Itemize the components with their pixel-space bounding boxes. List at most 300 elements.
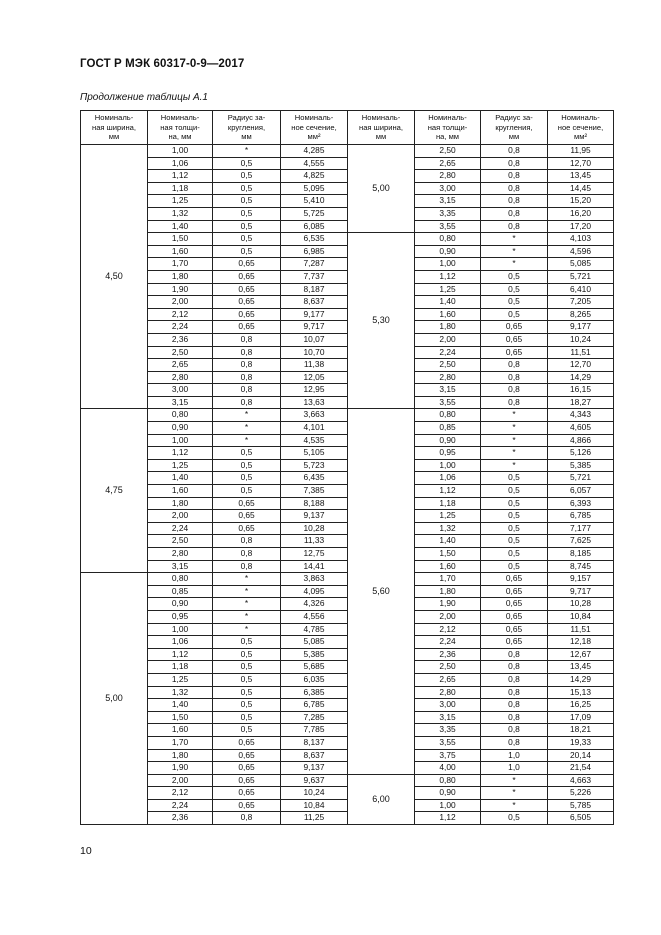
radius-cell: 0,65 bbox=[213, 308, 281, 321]
radius-cell: 0,5 bbox=[213, 485, 281, 498]
radius-cell: * bbox=[213, 409, 281, 422]
section-cell: 10,84 bbox=[281, 799, 348, 812]
table-row bbox=[81, 598, 614, 611]
section-cell: 13,63 bbox=[281, 396, 348, 409]
thickness-cell: 2,24 bbox=[148, 321, 213, 334]
section-cell: 4,326 bbox=[281, 598, 348, 611]
thickness-cell: 1,06 bbox=[415, 472, 481, 485]
table-row bbox=[81, 157, 614, 170]
radius-cell: 0,8 bbox=[481, 724, 548, 737]
table-row bbox=[81, 610, 614, 623]
section-cell: 16,25 bbox=[548, 699, 614, 712]
thickness-cell: 2,12 bbox=[415, 623, 481, 636]
section-cell: 7,177 bbox=[548, 522, 614, 535]
thickness-cell: 1,00 bbox=[148, 623, 213, 636]
radius-cell: 0,8 bbox=[213, 384, 281, 397]
thickness-cell: 4,00 bbox=[415, 762, 481, 775]
thickness-cell: 1,60 bbox=[415, 308, 481, 321]
thickness-cell: 1,80 bbox=[415, 321, 481, 334]
radius-cell: 0,65 bbox=[213, 774, 281, 787]
radius-cell: 0,5 bbox=[213, 182, 281, 195]
section-cell: 18,27 bbox=[548, 396, 614, 409]
thickness-cell: 2,50 bbox=[148, 346, 213, 359]
radius-cell: 1,0 bbox=[481, 749, 548, 762]
radius-cell: 0,8 bbox=[213, 333, 281, 346]
thickness-cell: 0,80 bbox=[415, 233, 481, 246]
thickness-cell: 1,32 bbox=[148, 686, 213, 699]
section-cell: 4,785 bbox=[281, 623, 348, 636]
radius-cell: 0,5 bbox=[213, 648, 281, 661]
table-row bbox=[81, 548, 614, 561]
radius-cell: 0,65 bbox=[481, 333, 548, 346]
section-cell: 9,137 bbox=[281, 762, 348, 775]
radius-cell: 0,65 bbox=[213, 749, 281, 762]
section-cell: 6,385 bbox=[281, 686, 348, 699]
section-cell: 5,725 bbox=[281, 207, 348, 220]
section-cell: 4,866 bbox=[548, 434, 614, 447]
radius-cell: 0,8 bbox=[481, 220, 548, 233]
table-row bbox=[81, 195, 614, 208]
section-cell: 15,13 bbox=[548, 686, 614, 699]
section-cell: 5,085 bbox=[281, 636, 348, 649]
section-cell: 4,556 bbox=[281, 610, 348, 623]
radius-cell: 0,8 bbox=[481, 182, 548, 195]
thickness-cell: 1,18 bbox=[148, 182, 213, 195]
thickness-cell: 1,18 bbox=[415, 497, 481, 510]
table-row bbox=[81, 661, 614, 674]
section-cell: 11,38 bbox=[281, 359, 348, 372]
thickness-cell: 3,15 bbox=[415, 195, 481, 208]
radius-cell: 0,65 bbox=[213, 296, 281, 309]
radius-cell: 0,8 bbox=[213, 812, 281, 825]
section-cell: 12,18 bbox=[548, 636, 614, 649]
nominal-width-cell: 5,60 bbox=[348, 409, 415, 774]
thickness-cell: 1,80 bbox=[148, 497, 213, 510]
table-row bbox=[81, 220, 614, 233]
section-cell: 11,33 bbox=[281, 535, 348, 548]
radius-cell: 0,8 bbox=[213, 371, 281, 384]
section-cell: 10,28 bbox=[548, 598, 614, 611]
section-cell: 5,721 bbox=[548, 472, 614, 485]
section-cell: 5,385 bbox=[548, 459, 614, 472]
radius-cell: 0,8 bbox=[213, 346, 281, 359]
table-row bbox=[81, 333, 614, 346]
section-cell: 6,785 bbox=[548, 510, 614, 523]
section-cell: 10,28 bbox=[281, 522, 348, 535]
thickness-cell: 3,00 bbox=[415, 182, 481, 195]
table-row bbox=[81, 522, 614, 535]
section-cell: 6,085 bbox=[281, 220, 348, 233]
thickness-cell: 3,35 bbox=[415, 724, 481, 737]
thickness-cell: 1,12 bbox=[148, 447, 213, 460]
table-row bbox=[81, 636, 614, 649]
section-cell: 9,717 bbox=[281, 321, 348, 334]
section-cell: 11,51 bbox=[548, 346, 614, 359]
thickness-cell: 2,36 bbox=[415, 648, 481, 661]
radius-cell: 0,5 bbox=[481, 535, 548, 548]
section-cell: 6,505 bbox=[548, 812, 614, 825]
radius-cell: 0,5 bbox=[213, 157, 281, 170]
thickness-cell: 0,90 bbox=[415, 245, 481, 258]
table-row bbox=[81, 699, 614, 712]
col-header-section: Номиналь- ное сечение, мм² bbox=[548, 111, 614, 145]
table-row bbox=[81, 623, 614, 636]
thickness-cell: 2,24 bbox=[148, 522, 213, 535]
col-header-section: Номиналь- ное сечение, мм² bbox=[281, 111, 348, 145]
thickness-cell: 1,25 bbox=[415, 510, 481, 523]
thickness-cell: 0,85 bbox=[415, 422, 481, 435]
section-cell: 11,25 bbox=[281, 812, 348, 825]
radius-cell: 0,65 bbox=[213, 497, 281, 510]
section-cell: 6,985 bbox=[281, 245, 348, 258]
radius-cell: 0,8 bbox=[481, 711, 548, 724]
table-row bbox=[81, 736, 614, 749]
section-cell: 10,70 bbox=[281, 346, 348, 359]
radius-cell: 0,5 bbox=[213, 724, 281, 737]
section-cell: 8,745 bbox=[548, 560, 614, 573]
section-cell: 7,205 bbox=[548, 296, 614, 309]
thickness-cell: 1,80 bbox=[148, 270, 213, 283]
thickness-cell: 1,12 bbox=[415, 812, 481, 825]
section-cell: 10,84 bbox=[548, 610, 614, 623]
radius-cell: 0,5 bbox=[213, 686, 281, 699]
radius-cell: * bbox=[481, 434, 548, 447]
section-cell: 12,75 bbox=[281, 548, 348, 561]
radius-cell: 0,8 bbox=[481, 396, 548, 409]
radius-cell: 0,5 bbox=[213, 207, 281, 220]
thickness-cell: 2,80 bbox=[415, 371, 481, 384]
section-cell: 5,785 bbox=[548, 799, 614, 812]
col-header-radius: Радиус за- кругления, мм bbox=[481, 111, 548, 145]
section-cell: 9,177 bbox=[548, 321, 614, 334]
thickness-cell: 1,06 bbox=[148, 157, 213, 170]
radius-cell: 0,5 bbox=[213, 673, 281, 686]
radius-cell: 0,5 bbox=[481, 485, 548, 498]
col-header-thickness: Номиналь- ная толщи- на, мм bbox=[415, 111, 481, 145]
section-cell: 13,45 bbox=[548, 170, 614, 183]
thickness-cell: 3,55 bbox=[415, 736, 481, 749]
table-row bbox=[81, 258, 614, 271]
section-cell: 12,05 bbox=[281, 371, 348, 384]
radius-cell: 0,8 bbox=[481, 207, 548, 220]
section-cell: 5,105 bbox=[281, 447, 348, 460]
radius-cell: 0,65 bbox=[481, 610, 548, 623]
section-cell: 4,101 bbox=[281, 422, 348, 435]
thickness-cell: 0,80 bbox=[148, 573, 213, 586]
radius-cell: 0,5 bbox=[481, 812, 548, 825]
section-cell: 5,410 bbox=[281, 195, 348, 208]
thickness-cell: 2,00 bbox=[148, 296, 213, 309]
section-cell: 13,45 bbox=[548, 661, 614, 674]
section-cell: 9,157 bbox=[548, 573, 614, 586]
table-row bbox=[81, 573, 614, 586]
radius-cell: 0,8 bbox=[481, 686, 548, 699]
section-cell: 15,20 bbox=[548, 195, 614, 208]
thickness-cell: 1,50 bbox=[415, 548, 481, 561]
thickness-cell: 0,95 bbox=[148, 610, 213, 623]
table-header-row bbox=[81, 111, 614, 145]
table-row bbox=[81, 346, 614, 359]
radius-cell: 0,8 bbox=[481, 648, 548, 661]
thickness-cell: 1,00 bbox=[415, 459, 481, 472]
thickness-cell: 1,25 bbox=[148, 459, 213, 472]
radius-cell: 0,65 bbox=[481, 321, 548, 334]
table-row bbox=[81, 321, 614, 334]
thickness-cell: 2,50 bbox=[415, 359, 481, 372]
radius-cell: 0,8 bbox=[481, 157, 548, 170]
table-row bbox=[81, 510, 614, 523]
thickness-cell: 1,60 bbox=[148, 485, 213, 498]
thickness-cell: 2,00 bbox=[415, 333, 481, 346]
thickness-cell: 1,80 bbox=[415, 585, 481, 598]
section-cell: 21,54 bbox=[548, 762, 614, 775]
radius-cell: 0,65 bbox=[481, 573, 548, 586]
radius-cell: 0,5 bbox=[213, 699, 281, 712]
thickness-cell: 1,00 bbox=[415, 799, 481, 812]
thickness-cell: 1,40 bbox=[148, 472, 213, 485]
table-row bbox=[81, 485, 614, 498]
section-cell: 6,410 bbox=[548, 283, 614, 296]
thickness-cell: 1,70 bbox=[148, 736, 213, 749]
section-cell: 4,095 bbox=[281, 585, 348, 598]
thickness-cell: 1,25 bbox=[148, 195, 213, 208]
section-cell: 14,29 bbox=[548, 371, 614, 384]
thickness-cell: 1,90 bbox=[415, 598, 481, 611]
thickness-cell: 1,12 bbox=[415, 270, 481, 283]
radius-cell: * bbox=[481, 258, 548, 271]
section-cell: 12,95 bbox=[281, 384, 348, 397]
table-row bbox=[81, 207, 614, 220]
table-row bbox=[81, 812, 614, 825]
radius-cell: 0,5 bbox=[481, 270, 548, 283]
radius-cell: 0,65 bbox=[481, 636, 548, 649]
section-cell: 8,137 bbox=[281, 736, 348, 749]
thickness-cell: 1,18 bbox=[148, 661, 213, 674]
thickness-cell: 0,85 bbox=[148, 585, 213, 598]
section-cell: 7,785 bbox=[281, 724, 348, 737]
section-cell: 5,385 bbox=[281, 648, 348, 661]
table-row bbox=[81, 673, 614, 686]
thickness-cell: 3,75 bbox=[415, 749, 481, 762]
thickness-cell: 2,50 bbox=[148, 535, 213, 548]
section-cell: 5,226 bbox=[548, 787, 614, 800]
table-row bbox=[81, 560, 614, 573]
table-body bbox=[81, 145, 614, 825]
table-row bbox=[81, 686, 614, 699]
thickness-cell: 2,24 bbox=[148, 799, 213, 812]
thickness-cell: 3,15 bbox=[148, 560, 213, 573]
thickness-cell: 0,80 bbox=[415, 409, 481, 422]
radius-cell: 0,65 bbox=[213, 762, 281, 775]
radius-cell: 0,5 bbox=[481, 560, 548, 573]
radius-cell: 0,8 bbox=[481, 661, 548, 674]
col-header-width: Номиналь- ная ширина, мм bbox=[348, 111, 415, 145]
section-cell: 6,785 bbox=[281, 699, 348, 712]
table-row bbox=[81, 799, 614, 812]
radius-cell: 0,65 bbox=[213, 510, 281, 523]
thickness-cell: 1,50 bbox=[148, 233, 213, 246]
thickness-cell: 2,12 bbox=[148, 308, 213, 321]
section-cell: 9,717 bbox=[548, 585, 614, 598]
thickness-cell: 3,00 bbox=[148, 384, 213, 397]
col-header-radius: Радиус за- кругления, мм bbox=[213, 111, 281, 145]
nominal-width-cell: 4,75 bbox=[81, 409, 148, 573]
thickness-cell: 3,15 bbox=[148, 396, 213, 409]
thickness-cell: 1,70 bbox=[415, 573, 481, 586]
thickness-cell: 1,60 bbox=[148, 245, 213, 258]
thickness-cell: 1,12 bbox=[415, 485, 481, 498]
section-cell: 4,555 bbox=[281, 157, 348, 170]
section-cell: 4,343 bbox=[548, 409, 614, 422]
section-cell: 7,737 bbox=[281, 270, 348, 283]
section-cell: 11,95 bbox=[548, 145, 614, 158]
thickness-cell: 1,90 bbox=[148, 283, 213, 296]
section-cell: 4,663 bbox=[548, 774, 614, 787]
section-cell: 12,67 bbox=[548, 648, 614, 661]
section-cell: 16,15 bbox=[548, 384, 614, 397]
radius-cell: * bbox=[481, 774, 548, 787]
thickness-cell: 3,55 bbox=[415, 396, 481, 409]
table-row bbox=[81, 535, 614, 548]
radius-cell: 0,8 bbox=[481, 371, 548, 384]
section-cell: 6,035 bbox=[281, 673, 348, 686]
thickness-cell: 1,32 bbox=[415, 522, 481, 535]
radius-cell: 0,5 bbox=[213, 636, 281, 649]
radius-cell: * bbox=[213, 422, 281, 435]
section-cell: 4,103 bbox=[548, 233, 614, 246]
table-row bbox=[81, 497, 614, 510]
section-cell: 6,435 bbox=[281, 472, 348, 485]
section-cell: 6,393 bbox=[548, 497, 614, 510]
section-cell: 7,287 bbox=[281, 258, 348, 271]
section-cell: 9,177 bbox=[281, 308, 348, 321]
thickness-cell: 1,90 bbox=[148, 762, 213, 775]
section-cell: 10,24 bbox=[281, 787, 348, 800]
table-row bbox=[81, 724, 614, 737]
thickness-cell: 3,35 bbox=[415, 207, 481, 220]
thickness-cell: 0,95 bbox=[415, 447, 481, 460]
radius-cell: * bbox=[481, 245, 548, 258]
table-row bbox=[81, 459, 614, 472]
section-cell: 8,188 bbox=[281, 497, 348, 510]
thickness-cell: 2,00 bbox=[148, 510, 213, 523]
table-row bbox=[81, 711, 614, 724]
radius-cell: 0,8 bbox=[213, 396, 281, 409]
radius-cell: 0,65 bbox=[213, 799, 281, 812]
thickness-cell: 0,90 bbox=[148, 422, 213, 435]
section-cell: 14,45 bbox=[548, 182, 614, 195]
thickness-cell: 2,24 bbox=[415, 346, 481, 359]
radius-cell: * bbox=[213, 145, 281, 158]
radius-cell: * bbox=[213, 610, 281, 623]
thickness-cell: 1,40 bbox=[415, 535, 481, 548]
thickness-cell: 2,50 bbox=[415, 661, 481, 674]
section-cell: 14,41 bbox=[281, 560, 348, 573]
section-cell: 7,385 bbox=[281, 485, 348, 498]
section-cell: 4,285 bbox=[281, 145, 348, 158]
section-cell: 5,721 bbox=[548, 270, 614, 283]
radius-cell: 0,65 bbox=[481, 598, 548, 611]
nominal-width-cell: 4,50 bbox=[81, 145, 148, 409]
radius-cell: 0,5 bbox=[481, 296, 548, 309]
thickness-cell: 2,80 bbox=[148, 371, 213, 384]
section-cell: 8,265 bbox=[548, 308, 614, 321]
thickness-cell: 1,12 bbox=[148, 170, 213, 183]
radius-cell: 0,65 bbox=[213, 522, 281, 535]
thickness-cell: 0,80 bbox=[415, 774, 481, 787]
thickness-cell: 1,40 bbox=[415, 296, 481, 309]
section-cell: 7,625 bbox=[548, 535, 614, 548]
thickness-cell: 1,40 bbox=[148, 220, 213, 233]
nominal-width-cell: 5,00 bbox=[81, 573, 148, 825]
radius-cell: 0,5 bbox=[213, 233, 281, 246]
table-row bbox=[81, 396, 614, 409]
radius-cell: * bbox=[213, 585, 281, 598]
thickness-cell: 1,32 bbox=[148, 207, 213, 220]
section-cell: 4,535 bbox=[281, 434, 348, 447]
radius-cell: 0,5 bbox=[213, 711, 281, 724]
radius-cell: * bbox=[481, 459, 548, 472]
table-row bbox=[81, 648, 614, 661]
section-cell: 8,185 bbox=[548, 548, 614, 561]
section-cell: 5,685 bbox=[281, 661, 348, 674]
section-cell: 4,825 bbox=[281, 170, 348, 183]
radius-cell: 0,65 bbox=[213, 321, 281, 334]
thickness-cell: 2,65 bbox=[148, 359, 213, 372]
section-cell: 4,605 bbox=[548, 422, 614, 435]
radius-cell: * bbox=[213, 573, 281, 586]
radius-cell: 0,8 bbox=[481, 195, 548, 208]
radius-cell: 0,5 bbox=[481, 522, 548, 535]
section-cell: 7,285 bbox=[281, 711, 348, 724]
section-cell: 5,126 bbox=[548, 447, 614, 460]
table-row bbox=[81, 422, 614, 435]
section-cell: 12,70 bbox=[548, 157, 614, 170]
thickness-cell: 1,70 bbox=[148, 258, 213, 271]
section-cell: 12,70 bbox=[548, 359, 614, 372]
thickness-cell: 2,80 bbox=[415, 686, 481, 699]
thickness-cell: 0,90 bbox=[148, 598, 213, 611]
radius-cell: 0,65 bbox=[481, 346, 548, 359]
radius-cell: 0,8 bbox=[213, 548, 281, 561]
thickness-cell: 1,00 bbox=[148, 434, 213, 447]
thickness-cell: 2,65 bbox=[415, 673, 481, 686]
radius-cell: * bbox=[481, 787, 548, 800]
thickness-cell: 2,00 bbox=[148, 774, 213, 787]
radius-cell: 0,5 bbox=[213, 245, 281, 258]
thickness-cell: 1,06 bbox=[148, 636, 213, 649]
table-row bbox=[81, 308, 614, 321]
table-row bbox=[81, 270, 614, 283]
thickness-cell: 1,00 bbox=[415, 258, 481, 271]
table-row bbox=[81, 371, 614, 384]
table-row bbox=[81, 145, 614, 158]
thickness-cell: 0,90 bbox=[415, 434, 481, 447]
thickness-cell: 2,00 bbox=[415, 610, 481, 623]
section-cell: 5,085 bbox=[548, 258, 614, 271]
thickness-cell: 2,24 bbox=[415, 636, 481, 649]
nominal-width-cell: 5,30 bbox=[348, 233, 415, 409]
radius-cell: 0,8 bbox=[481, 170, 548, 183]
radius-cell: 0,65 bbox=[213, 258, 281, 271]
thickness-cell: 0,90 bbox=[415, 787, 481, 800]
table-caption: Продолжение таблицы А.1 bbox=[80, 92, 208, 103]
section-cell: 18,21 bbox=[548, 724, 614, 737]
wire-dimensions-table bbox=[80, 110, 614, 825]
radius-cell: 0,65 bbox=[481, 623, 548, 636]
section-cell: 19,33 bbox=[548, 736, 614, 749]
table-row bbox=[81, 472, 614, 485]
